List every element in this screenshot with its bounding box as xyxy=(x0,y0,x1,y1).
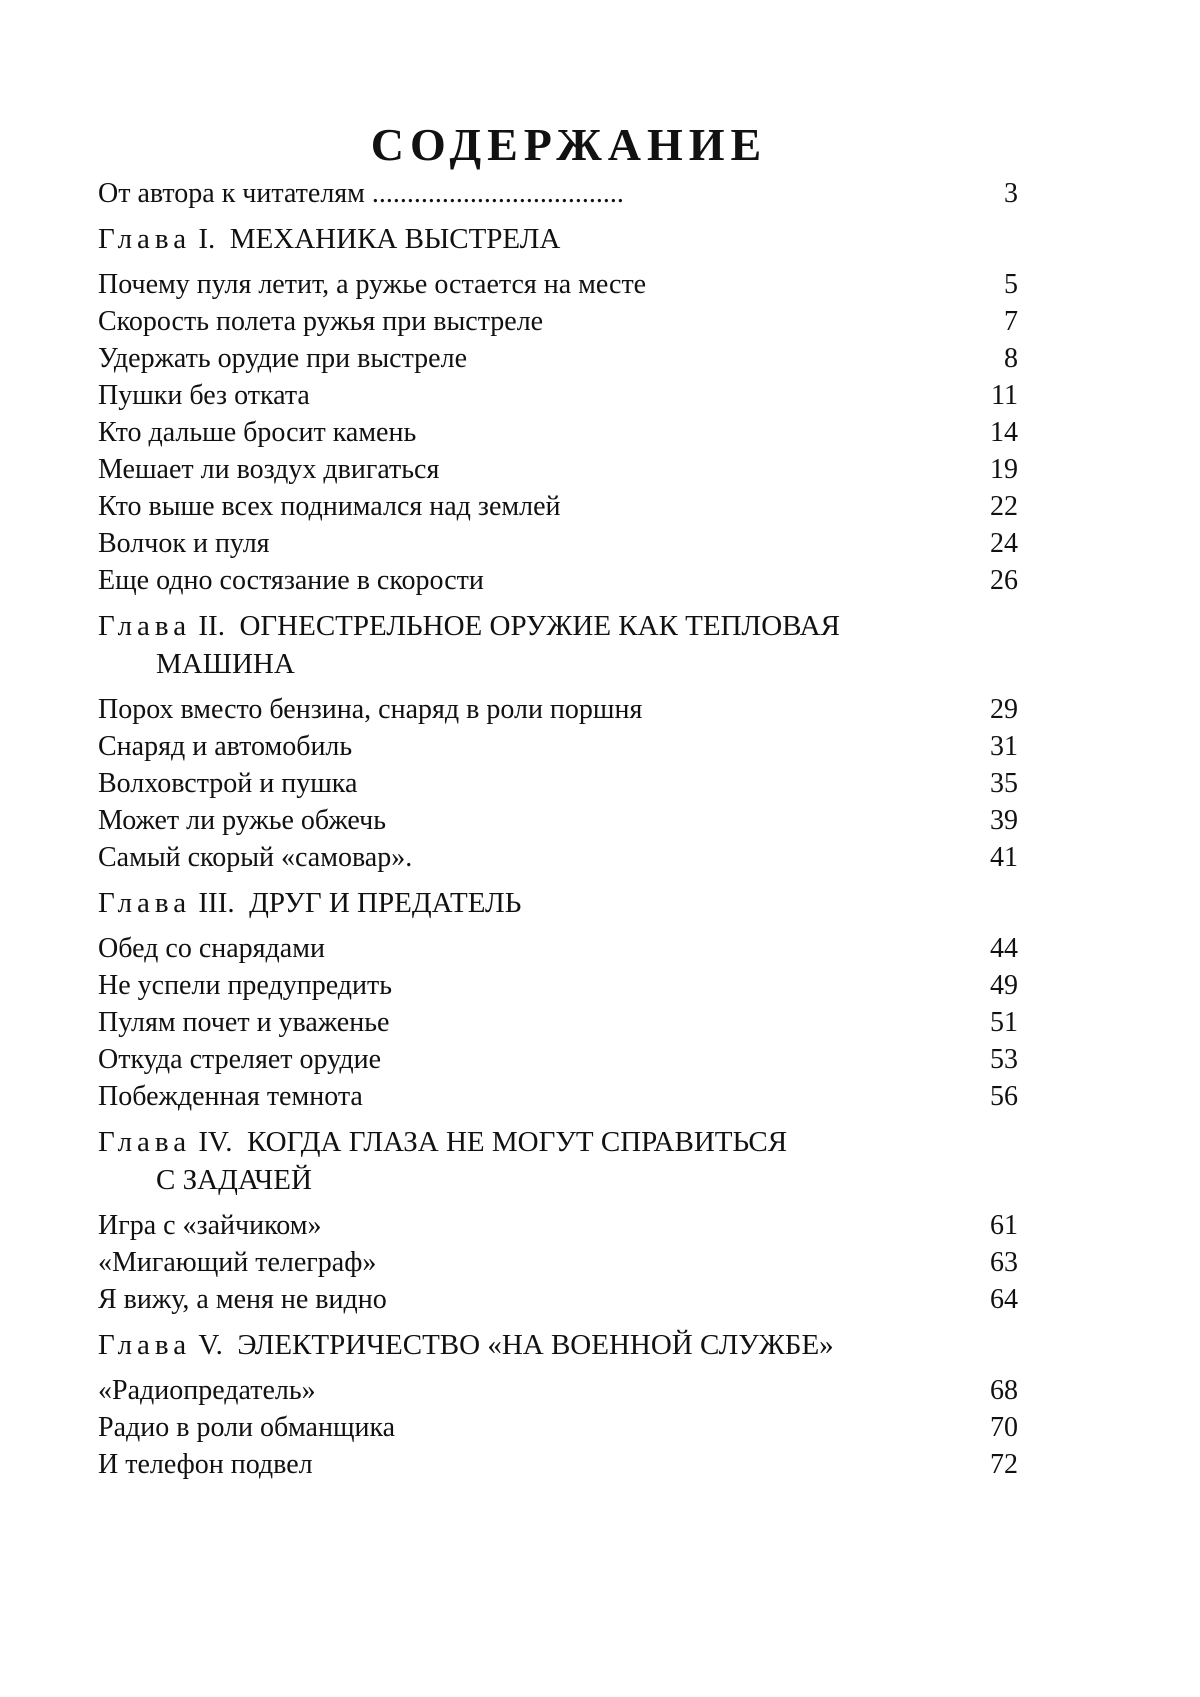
toc-page-number: 19 xyxy=(990,454,1018,485)
toc-entry xyxy=(98,451,1018,488)
toc-leader-dots: .................................... xyxy=(371,178,624,209)
toc-entry-intro xyxy=(98,176,1018,212)
toc-entry xyxy=(98,414,1018,451)
toc-entry xyxy=(98,377,1018,414)
toc-entry xyxy=(98,930,1018,967)
toc-entry-text: Радио в роли обманщика xyxy=(98,1412,396,1443)
chapter-label: Глава xyxy=(98,610,192,642)
toc-entry-text: Может ли ружье обжечь xyxy=(98,805,387,836)
chapter-title-continued: С ЗАДАЧЕЙ xyxy=(156,1164,312,1196)
toc-page-number: 63 xyxy=(990,1247,1018,1278)
chapter-heading xyxy=(98,220,1018,258)
toc-entry-text: Мешает ли воздух двигаться xyxy=(98,454,440,485)
chapter-title: ДРУГ И ПРЕДАТЕЛЬ xyxy=(249,887,522,919)
toc-entry-text: Волчок и пуля xyxy=(98,528,270,559)
toc-page-number: 8 xyxy=(1004,343,1018,374)
chapter-heading xyxy=(98,1326,1018,1364)
toc-entry xyxy=(98,1078,1018,1115)
toc-entry xyxy=(98,1004,1018,1041)
toc-page-number: 3 xyxy=(1004,178,1018,209)
toc-entry xyxy=(98,303,1018,340)
toc-entry xyxy=(98,1281,1018,1318)
toc-page-number: 39 xyxy=(990,805,1018,836)
toc-page-number: 35 xyxy=(990,768,1018,799)
toc-page-number: 64 xyxy=(990,1284,1018,1315)
toc-entry-text: Пулям почет и уваженье xyxy=(98,1007,390,1038)
toc-entry-text: Побежденная темнота xyxy=(98,1081,363,1112)
toc-entry xyxy=(98,1207,1018,1244)
toc-page-number: 5 xyxy=(1004,269,1018,300)
toc-page-number: 24 xyxy=(990,528,1018,559)
toc-entry-text: И телефон подвел xyxy=(98,1449,313,1480)
toc-page-number: 11 xyxy=(991,380,1018,411)
toc-page-number: 44 xyxy=(990,933,1018,964)
toc-entry-text: Скорость полета ружья при выстреле xyxy=(98,306,544,337)
chapter-heading xyxy=(98,607,1018,683)
toc-page-number: 51 xyxy=(990,1007,1018,1038)
toc-page-number: 49 xyxy=(990,970,1018,1001)
chapter-number: V. xyxy=(198,1329,223,1361)
toc-entry-text: Откуда стреляет орудие xyxy=(98,1044,382,1075)
toc-entry-text: Волховстрой и пушка xyxy=(98,768,358,799)
toc-entry-text: Кто дальше бросит камень xyxy=(98,417,417,448)
toc-entry-text: Обед со снарядами xyxy=(98,933,325,964)
toc-entry xyxy=(98,340,1018,377)
toc-entry xyxy=(98,728,1018,765)
toc-page-number: 41 xyxy=(990,842,1018,873)
toc-entry xyxy=(98,765,1018,802)
toc-entry xyxy=(98,967,1018,1004)
toc-entry xyxy=(98,266,1018,303)
chapter-title-continued: МАШИНА xyxy=(156,648,295,680)
toc-entry xyxy=(98,802,1018,839)
toc-entry xyxy=(98,1446,1018,1483)
page-title: СОДЕРЖАНИЕ xyxy=(370,119,768,170)
toc-page-number: 31 xyxy=(990,731,1018,762)
chapter-title: ОГНЕСТРЕЛЬНОЕ ОРУЖИЕ КАК ТЕПЛОВАЯ xyxy=(239,610,840,642)
toc-entry-text: Удержать орудие при выстреле xyxy=(98,343,467,374)
chapter-number: III. xyxy=(198,887,235,919)
toc-page-number: 56 xyxy=(990,1081,1018,1112)
toc-entry-text: «Радиопредатель» xyxy=(98,1375,316,1406)
toc-page-number: 14 xyxy=(990,417,1018,448)
toc-entry-text: «Мигающий телеграф» xyxy=(98,1247,377,1278)
toc-page-number: 29 xyxy=(990,694,1018,725)
toc-entry-text: Порох вместо бензина, снаряд в роли поршня xyxy=(98,694,643,725)
toc-page-number: 68 xyxy=(990,1375,1018,1406)
toc-entry xyxy=(98,1244,1018,1281)
chapter-title: ЭЛЕКТРИЧЕСТВО «НА ВОЕННОЙ СЛУЖБЕ» xyxy=(237,1329,834,1361)
chapter-label: Глава xyxy=(98,223,192,255)
toc-page-number: 72 xyxy=(990,1449,1018,1480)
toc-entry-text: От автора к читателям xyxy=(98,178,365,209)
toc-page-number: 70 xyxy=(990,1412,1018,1443)
chapter-title: КОГДА ГЛАЗА НЕ МОГУТ СПРАВИТЬСЯ xyxy=(247,1126,788,1158)
toc-entry xyxy=(98,525,1018,562)
toc-entry xyxy=(98,488,1018,525)
chapters-container xyxy=(98,220,1018,1483)
toc-page-number: 7 xyxy=(1004,306,1018,337)
toc-entry-text: Самый скорый «самовар». xyxy=(98,842,413,873)
toc-page-number: 61 xyxy=(990,1210,1018,1241)
toc-entry-text: Я вижу, а меня не видно xyxy=(98,1284,387,1315)
toc-entry-text-wrap xyxy=(98,176,624,212)
chapter-heading xyxy=(98,1123,1018,1199)
chapter-label: Глава xyxy=(98,887,192,919)
table-of-contents xyxy=(98,116,1018,1483)
chapter-label: Глава xyxy=(98,1126,192,1158)
toc-page-number: 22 xyxy=(990,491,1018,522)
chapter-title: МЕХАНИКА ВЫСТРЕЛА xyxy=(229,223,561,255)
toc-entry-text: Игра с «зайчиком» xyxy=(98,1210,322,1241)
toc-entry xyxy=(98,1372,1018,1409)
toc-entry xyxy=(98,1041,1018,1078)
toc-entry xyxy=(98,839,1018,876)
chapter-number: IV. xyxy=(198,1126,233,1158)
toc-entry-text: Пушки без отката xyxy=(98,380,310,411)
toc-entry xyxy=(98,1409,1018,1446)
toc-page-number: 26 xyxy=(990,565,1018,596)
toc-page-number: 53 xyxy=(990,1044,1018,1075)
toc-entry-text: Еще одно состязание в скорости xyxy=(98,565,484,596)
chapter-heading xyxy=(98,884,1018,922)
chapter-label: Глава xyxy=(98,1329,192,1361)
chapter-number: II. xyxy=(198,610,225,642)
toc-entry-text: Не успели предупредить xyxy=(98,970,393,1001)
toc-entry-text: Снаряд и автомобиль xyxy=(98,731,353,762)
toc-entry-text: Почему пуля летит, а ружье остается на месте xyxy=(98,269,647,300)
toc-entry-text: Кто выше всех поднимался над землей xyxy=(98,491,561,522)
chapter-number: I. xyxy=(198,223,216,255)
toc-entry xyxy=(98,691,1018,728)
toc-entry xyxy=(98,562,1018,599)
